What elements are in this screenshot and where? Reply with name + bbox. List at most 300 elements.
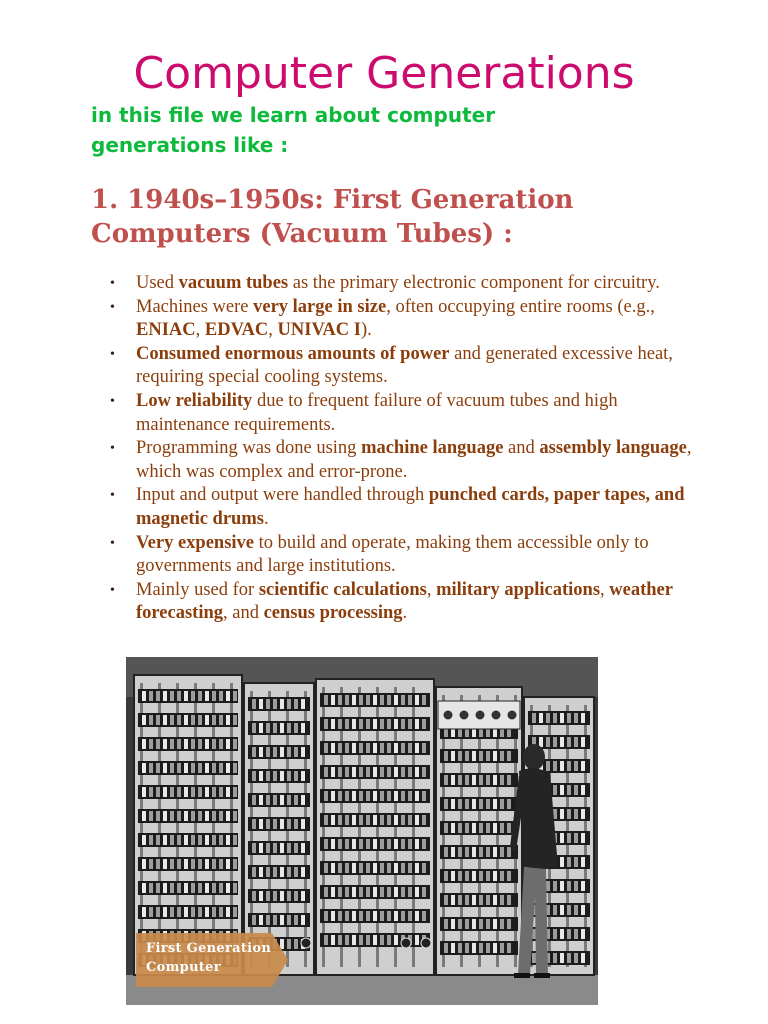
vacuum-tube (366, 887, 370, 897)
vacuum-tube (359, 911, 363, 921)
vacuum-tube (451, 847, 455, 857)
vacuum-tube (273, 747, 277, 757)
vacuum-tube (266, 771, 270, 781)
vacuum-tube (574, 713, 578, 723)
vacuum-tube (394, 839, 398, 849)
vacuum-tube (581, 905, 585, 915)
vacuum-tube (149, 907, 153, 917)
vacuum-tube (507, 751, 511, 761)
vacuum-tube (560, 761, 564, 771)
vacuum-tube (553, 737, 557, 747)
vacuum-tube (163, 859, 167, 869)
vacuum-tube (546, 881, 550, 891)
vacuum-tube (567, 737, 571, 747)
text-run: Used (136, 273, 179, 293)
vacuum-tube (184, 811, 188, 821)
tube-rack (248, 889, 310, 903)
vacuum-tube (408, 695, 412, 705)
vacuum-tube (553, 713, 557, 723)
vacuum-tube (280, 867, 284, 877)
vacuum-tube (252, 867, 256, 877)
vacuum-tube (373, 815, 377, 825)
vacuum-tube (373, 935, 377, 945)
vacuum-tube (198, 835, 202, 845)
vacuum-tube (142, 787, 146, 797)
vacuum-tube (567, 881, 571, 891)
vacuum-tube (373, 911, 377, 921)
vacuum-tube (170, 859, 174, 869)
bullet-item (110, 296, 710, 343)
vacuum-tube (422, 695, 426, 705)
vacuum-tube (219, 811, 223, 821)
vacuum-tube (352, 887, 356, 897)
vacuum-tube (465, 775, 469, 785)
vacuum-tube (507, 943, 511, 953)
text-run: , (600, 579, 610, 600)
bullet-item (110, 343, 710, 390)
vacuum-tube (387, 815, 391, 825)
vacuum-tube (177, 907, 181, 917)
vacuum-tube (451, 871, 455, 881)
vacuum-tube (373, 887, 377, 897)
vacuum-tube (401, 887, 405, 897)
vacuum-tube (252, 723, 256, 733)
vacuum-tube (287, 915, 291, 925)
vacuum-tube (191, 787, 195, 797)
vacuum-tube (331, 815, 335, 825)
dial-icon (421, 938, 431, 948)
tube-rack (248, 697, 310, 711)
vacuum-tube (560, 785, 564, 795)
vacuum-tube (408, 863, 412, 873)
tube-rack (248, 841, 310, 855)
vacuum-tube (479, 943, 483, 953)
vacuum-tube (156, 739, 160, 749)
bullet-item (110, 390, 710, 437)
vacuum-tube (259, 867, 263, 877)
text-run: , (268, 320, 278, 341)
vacuum-tube (142, 715, 146, 725)
vacuum-tube (387, 767, 391, 777)
vacuum-tube (338, 863, 342, 873)
vacuum-tube (507, 847, 511, 857)
vacuum-tube (338, 935, 342, 945)
text-run: , (426, 579, 437, 600)
bold-text: EDVAC (204, 320, 269, 341)
vacuum-tube (226, 787, 230, 797)
vacuum-tube (422, 743, 426, 753)
vacuum-tube (205, 739, 209, 749)
vacuum-tube (156, 691, 160, 701)
vacuum-tube (226, 859, 230, 869)
vacuum-tube (294, 699, 298, 709)
vacuum-tube (280, 699, 284, 709)
vacuum-tube (387, 863, 391, 873)
text-run: . (263, 508, 269, 529)
vacuum-tube (507, 919, 511, 929)
vacuum-tube (415, 791, 419, 801)
vacuum-tube (205, 787, 209, 797)
vacuum-tube (273, 795, 277, 805)
vacuum-tube (401, 911, 405, 921)
vacuum-tube (352, 935, 356, 945)
vacuum-tube (273, 819, 277, 829)
vacuum-tube (338, 887, 342, 897)
text-run: as the primary electronic component for circuitry. (288, 273, 660, 293)
vacuum-tube (387, 935, 391, 945)
vacuum-tube (142, 691, 146, 701)
vacuum-tube (331, 935, 335, 945)
vacuum-tube (500, 799, 504, 809)
vacuum-tube (581, 881, 585, 891)
vacuum-tube (574, 785, 578, 795)
tube-rack (248, 721, 310, 735)
bold-text: punched cards, paper tapes, and magnetic drums (136, 485, 685, 529)
vacuum-tube (451, 775, 455, 785)
vacuum-tube (233, 715, 237, 725)
vacuum-tube (486, 847, 490, 857)
vacuum-tube (415, 719, 419, 729)
vacuum-tube (408, 839, 412, 849)
text-run: , which was complex and error-prone. (136, 438, 692, 482)
vacuum-tube (415, 935, 419, 945)
vacuum-tube (266, 843, 270, 853)
bullet-dot-icon: • (110, 535, 115, 551)
vacuum-tube (177, 859, 181, 869)
vacuum-tube (149, 883, 153, 893)
vacuum-tube (581, 953, 585, 963)
vacuum-tube (581, 737, 585, 747)
vacuum-tube (324, 911, 328, 921)
vacuum-tube (191, 835, 195, 845)
vacuum-tube (266, 867, 270, 877)
tube-rack (248, 913, 310, 927)
vacuum-tube (331, 863, 335, 873)
vacuum-tube (458, 895, 462, 905)
vacuum-tube (500, 751, 504, 761)
vacuum-tube (212, 715, 216, 725)
vacuum-tube (233, 691, 237, 701)
vacuum-tube (149, 859, 153, 869)
bold-text: military applications (436, 579, 601, 600)
vacuum-tube (345, 887, 349, 897)
vacuum-tube (345, 767, 349, 777)
vacuum-tube (500, 871, 504, 881)
text-run: and (503, 438, 540, 459)
vacuum-tube (280, 795, 284, 805)
vacuum-tube (345, 719, 349, 729)
vacuum-tube (324, 839, 328, 849)
vacuum-tube (574, 881, 578, 891)
vacuum-tube (451, 823, 455, 833)
vacuum-tube (198, 883, 202, 893)
vacuum-tube (280, 891, 284, 901)
vacuum-tube (280, 819, 284, 829)
vacuum-tube (581, 833, 585, 843)
first-generation-computer-photo (126, 657, 598, 1005)
vacuum-tube (273, 843, 277, 853)
vacuum-tube (345, 911, 349, 921)
vacuum-tube (226, 883, 230, 893)
vacuum-tube (465, 943, 469, 953)
vacuum-tube (366, 935, 370, 945)
vacuum-tube (507, 775, 511, 785)
vacuum-tube (252, 771, 256, 781)
vacuum-tube (567, 953, 571, 963)
vacuum-tube (163, 763, 167, 773)
vacuum-tube (273, 723, 277, 733)
vacuum-tube (156, 787, 160, 797)
vacuum-tube (387, 791, 391, 801)
vacuum-tube (444, 943, 448, 953)
vacuum-tube (259, 723, 263, 733)
vacuum-tube (553, 881, 557, 891)
vacuum-tube (408, 767, 412, 777)
vacuum-tube (415, 887, 419, 897)
bullet-item (110, 579, 710, 626)
vacuum-tube (287, 843, 291, 853)
vacuum-tube (444, 823, 448, 833)
vacuum-tube (408, 791, 412, 801)
tube-rack (248, 817, 310, 831)
vacuum-tube (294, 891, 298, 901)
vacuum-tube (422, 719, 426, 729)
vacuum-tube (170, 691, 174, 701)
bold-text: vacuum tubes (178, 273, 289, 293)
vacuum-tube (149, 715, 153, 725)
vacuum-tube (219, 883, 223, 893)
vacuum-tube (259, 843, 263, 853)
vacuum-tube (401, 815, 405, 825)
vacuum-tube (156, 883, 160, 893)
text-run: Machines were (136, 296, 254, 317)
vacuum-tube (500, 847, 504, 857)
vacuum-tube (359, 815, 363, 825)
vacuum-tube (219, 835, 223, 845)
vacuum-tube (331, 911, 335, 921)
vacuum-tube (198, 907, 202, 917)
vacuum-tube (472, 871, 476, 881)
vacuum-tube (301, 771, 305, 781)
vacuum-tube (465, 919, 469, 929)
vacuum-tube (226, 907, 230, 917)
vacuum-tube (324, 791, 328, 801)
bullet-item (110, 437, 710, 484)
vacuum-tube (301, 819, 305, 829)
vacuum-tube (273, 891, 277, 901)
vacuum-tube (458, 799, 462, 809)
vacuum-tube (177, 691, 181, 701)
vacuum-tube (359, 887, 363, 897)
vacuum-tube (301, 891, 305, 901)
vacuum-tube (451, 799, 455, 809)
vacuum-tube (373, 839, 377, 849)
vacuum-tube (408, 887, 412, 897)
vacuum-tube (458, 847, 462, 857)
vacuum-tube (359, 719, 363, 729)
vacuum-tube (226, 739, 230, 749)
vacuum-tube (338, 695, 342, 705)
vacuum-tube (444, 919, 448, 929)
vacuum-tube (422, 887, 426, 897)
vacuum-tube (352, 767, 356, 777)
vacuum-tube (567, 833, 571, 843)
vacuum-tube (280, 915, 284, 925)
vacuum-tube (149, 763, 153, 773)
vacuum-tube (198, 859, 202, 869)
vacuum-tube (170, 739, 174, 749)
vacuum-tube (359, 743, 363, 753)
vacuum-tube (574, 761, 578, 771)
text-run: Mainly used for (136, 579, 259, 600)
vacuum-tube (574, 809, 578, 819)
vacuum-tube (352, 815, 356, 825)
person-shoe (534, 973, 550, 978)
dial-icon (492, 711, 501, 720)
vacuum-tube (373, 743, 377, 753)
vacuum-tube (184, 787, 188, 797)
vacuum-tube (338, 815, 342, 825)
vacuum-tube (280, 723, 284, 733)
vacuum-tube (422, 863, 426, 873)
vacuum-tube (252, 747, 256, 757)
vacuum-tube (352, 911, 356, 921)
tube-rack (248, 769, 310, 783)
vacuum-tube (156, 715, 160, 725)
vacuum-tube (212, 787, 216, 797)
vacuum-tube (156, 763, 160, 773)
vacuum-tube (366, 911, 370, 921)
vacuum-tube (352, 863, 356, 873)
vacuum-tube (444, 751, 448, 761)
vacuum-tube (465, 871, 469, 881)
vacuum-tube (479, 799, 483, 809)
vacuum-tube (493, 943, 497, 953)
vacuum-tube (444, 775, 448, 785)
vacuum-tube (219, 715, 223, 725)
vacuum-tube (198, 715, 202, 725)
vacuum-tube (380, 767, 384, 777)
vacuum-tube (415, 815, 419, 825)
vacuum-tube (380, 719, 384, 729)
vacuum-tube (394, 911, 398, 921)
vacuum-tube (219, 739, 223, 749)
vacuum-tube (301, 795, 305, 805)
bold-text: Low reliability (136, 390, 253, 411)
vacuum-tube (212, 907, 216, 917)
vacuum-tube (226, 691, 230, 701)
vacuum-tube (266, 891, 270, 901)
vacuum-tube (408, 719, 412, 729)
vacuum-tube (444, 895, 448, 905)
vacuum-tube (394, 743, 398, 753)
vacuum-tube (387, 839, 391, 849)
vacuum-tube (380, 863, 384, 873)
vacuum-tube (205, 715, 209, 725)
vacuum-tube (394, 719, 398, 729)
vacuum-tube (331, 719, 335, 729)
text-run: , and (223, 603, 264, 624)
vacuum-tube (324, 863, 328, 873)
vacuum-tube (345, 743, 349, 753)
vacuum-tube (233, 907, 237, 917)
vacuum-tube (163, 715, 167, 725)
vacuum-tube (198, 787, 202, 797)
vacuum-tube (415, 863, 419, 873)
vacuum-tube (479, 871, 483, 881)
vacuum-tube (366, 767, 370, 777)
bold-text: ENIAC (136, 320, 196, 341)
vacuum-tube (387, 743, 391, 753)
vacuum-tube (352, 839, 356, 849)
vacuum-tube (465, 847, 469, 857)
vacuum-tube (294, 747, 298, 757)
vacuum-tube (359, 863, 363, 873)
vacuum-tube (177, 835, 181, 845)
vacuum-tube (338, 767, 342, 777)
vacuum-tube (444, 871, 448, 881)
vacuum-tube (394, 863, 398, 873)
vacuum-tube (380, 815, 384, 825)
vacuum-tube (366, 863, 370, 873)
vacuum-tube (581, 761, 585, 771)
vacuum-tube (373, 863, 377, 873)
vacuum-tube (465, 799, 469, 809)
vacuum-tube (280, 747, 284, 757)
vacuum-tube (301, 699, 305, 709)
tube-rack (248, 865, 310, 879)
vacuum-tube (486, 823, 490, 833)
vacuum-tube (294, 867, 298, 877)
vacuum-tube (408, 815, 412, 825)
vacuum-tube (581, 929, 585, 939)
vacuum-tube (324, 719, 328, 729)
page-title: Computer Generations (133, 48, 635, 99)
vacuum-tube (422, 815, 426, 825)
vacuum-tube (177, 811, 181, 821)
vacuum-tube (458, 751, 462, 761)
vacuum-tube (294, 939, 298, 949)
vacuum-tube (380, 887, 384, 897)
vacuum-tube (387, 887, 391, 897)
vacuum-tube (380, 743, 384, 753)
vacuum-tube (465, 823, 469, 833)
text-run: , (195, 320, 205, 341)
vacuum-tube (553, 761, 557, 771)
text-run: due to frequent failure of vacuum tubes and high maintenance requirements. (136, 390, 618, 435)
vacuum-tube (394, 815, 398, 825)
vacuum-tube (380, 791, 384, 801)
vacuum-tube (191, 883, 195, 893)
vacuum-tube (486, 871, 490, 881)
vacuum-tube (324, 695, 328, 705)
vacuum-tube (156, 811, 160, 821)
vacuum-tube (294, 915, 298, 925)
vacuum-tube (574, 857, 578, 867)
vacuum-tube (352, 719, 356, 729)
vacuum-tube (387, 719, 391, 729)
vacuum-tube (266, 747, 270, 757)
vacuum-tube (380, 839, 384, 849)
vacuum-tube (170, 787, 174, 797)
vacuum-tube (205, 811, 209, 821)
vacuum-tube (451, 919, 455, 929)
vacuum-tube (472, 823, 476, 833)
vacuum-tube (212, 835, 216, 845)
vacuum-tube (401, 767, 405, 777)
vacuum-tube (233, 811, 237, 821)
vacuum-tube (366, 743, 370, 753)
